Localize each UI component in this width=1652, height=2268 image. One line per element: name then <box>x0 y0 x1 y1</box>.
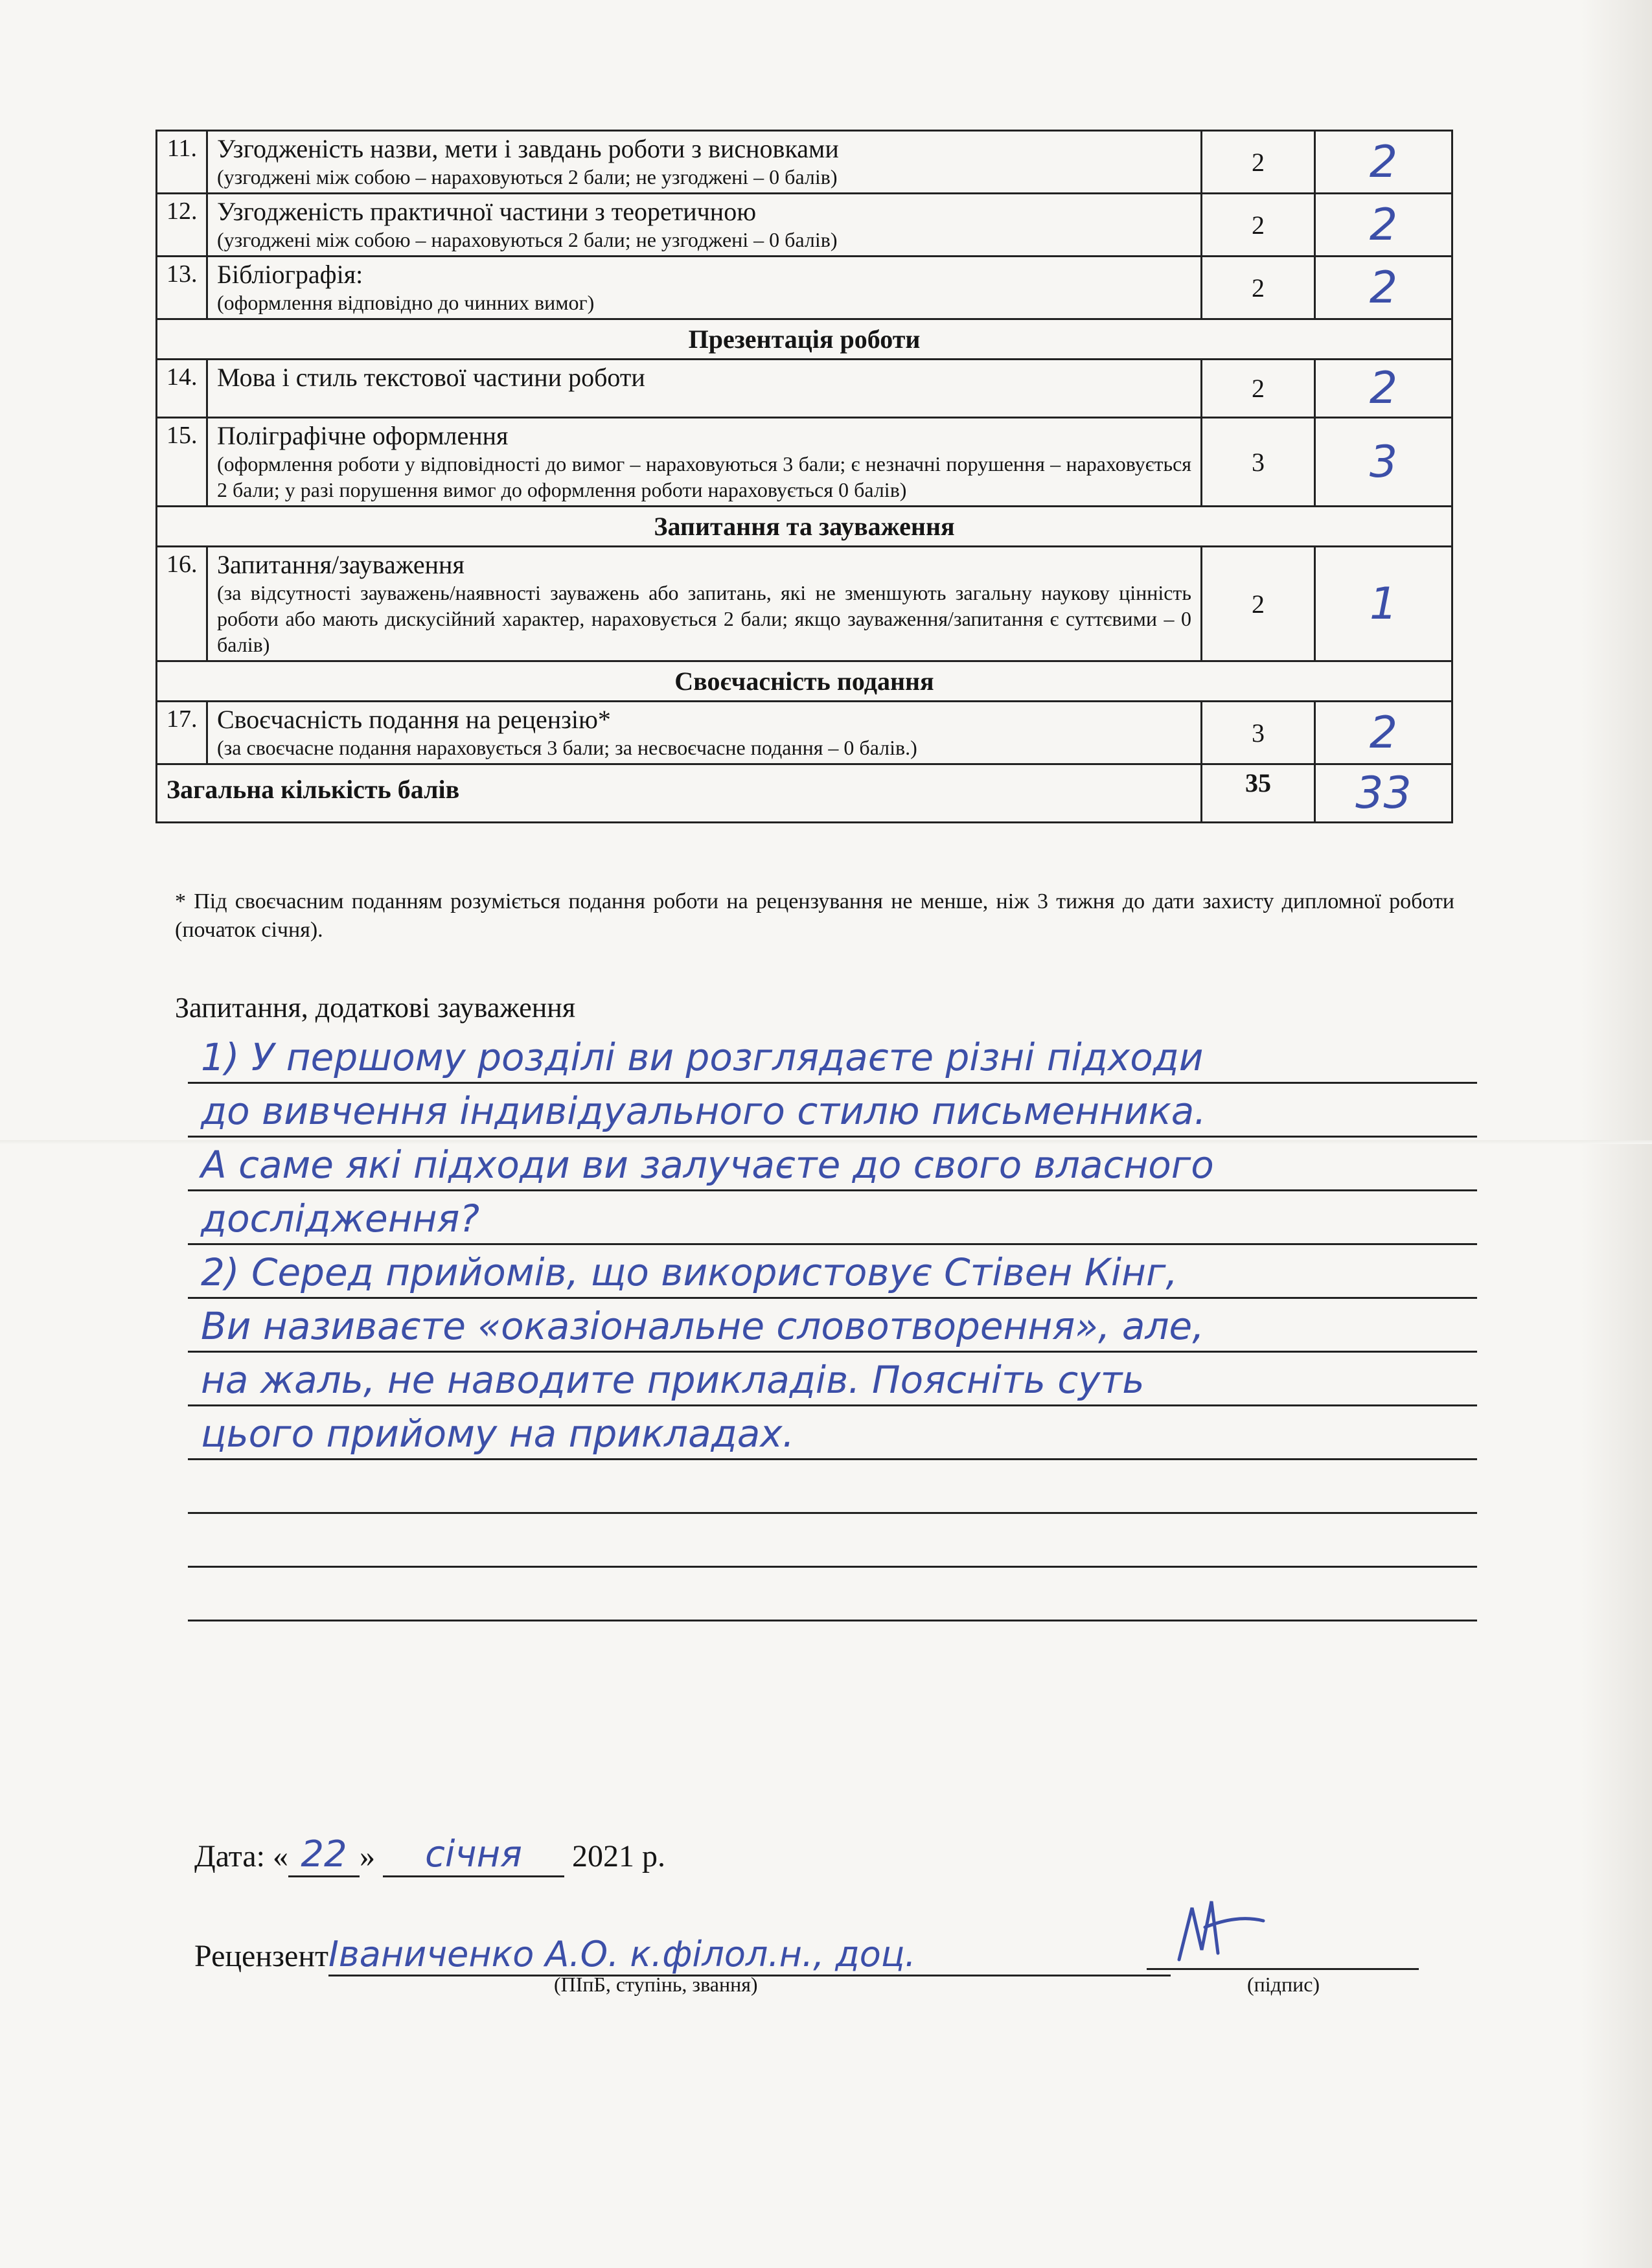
comment-line <box>188 1460 1477 1514</box>
criterion-title: Мова і стиль текстової частини роботи <box>217 363 645 392</box>
max-score: 2 <box>1202 547 1315 661</box>
criterion-hint: (за відсутності зауважень/наявності зауважень або запитань, які не зменшують загальну наукову цінність роботи або мають дискусійний характер, нараховується 2 бали; якщо зауваження/запитання є суттєвими – 0 балів) <box>217 581 1191 656</box>
signature-image <box>1166 1888 1270 1973</box>
table-row <box>157 418 1452 507</box>
table-row <box>157 360 1452 418</box>
comment-text: цього прийому на прикладах. <box>201 1412 795 1456</box>
date-year: 2021 р. <box>572 1839 666 1873</box>
criterion-hint: (оформлення відповідно до чинних вимог) <box>217 291 595 314</box>
reviewer-field <box>194 1934 1171 1976</box>
handwritten-comments <box>188 1030 1477 1621</box>
comment-line <box>188 1299 1477 1353</box>
given-score: 1 <box>1315 547 1452 661</box>
total-row <box>157 764 1452 823</box>
section-title-questions: Запитання та зауваження <box>157 507 1452 547</box>
given-score: 2 <box>1315 702 1452 764</box>
table-row <box>157 194 1452 257</box>
comment-line <box>188 1353 1477 1406</box>
max-score: 3 <box>1202 702 1315 764</box>
given-score: 3 <box>1315 418 1452 507</box>
reviewer-label: Рецензент <box>194 1939 328 1973</box>
comment-text: дослідження? <box>201 1197 480 1241</box>
criterion-hint: (узгоджені між собою – нараховуються 2 бали; не узгоджені – 0 балів) <box>217 228 838 251</box>
row-number: 13. <box>157 257 207 319</box>
max-score: 3 <box>1202 418 1315 507</box>
given-score: 2 <box>1315 360 1452 418</box>
max-score: 2 <box>1202 194 1315 257</box>
comment-text: Ви називаєте «оказіональне словотворення», але, <box>201 1304 1204 1348</box>
table-row <box>157 131 1452 194</box>
comment-text: 2) Серед прийомів, що використовує Стівен Кінг, <box>201 1250 1178 1294</box>
comment-line <box>188 1084 1477 1138</box>
table-row <box>157 257 1452 319</box>
criterion-hint: (оформлення роботи у відповідності до вимог – нараховуються 3 бали; є незначні порушення – нараховується 2 бали; у разі порушення вимог до оформлення роботи нараховується 0 балів) <box>217 452 1191 501</box>
total-label: Загальна кількість балів <box>157 764 1202 823</box>
given-score: 2 <box>1315 257 1452 319</box>
criterion-cell <box>207 257 1202 319</box>
criterion-cell <box>207 547 1202 661</box>
questions-heading: Запитання, додаткові зауваження <box>175 992 576 1024</box>
comment-line <box>188 1514 1477 1568</box>
date-day: 22 <box>288 1833 360 1877</box>
criterion-title: Поліграфічне оформлення <box>217 421 509 450</box>
comment-text: А саме які підходи ви залучаєте до свого власного <box>201 1143 1214 1187</box>
section-title-timeliness: Своєчасність подання <box>157 661 1452 702</box>
comment-line <box>188 1245 1477 1299</box>
section-header-row <box>157 319 1452 360</box>
reviewer-caption: (ПІпБ, ступінь, звання) <box>554 1973 758 1996</box>
signature-caption: (підпис) <box>1247 1973 1320 1996</box>
comment-line <box>188 1568 1477 1621</box>
max-score: 2 <box>1202 360 1315 418</box>
criterion-title: Бібліографія: <box>217 260 363 289</box>
criterion-cell <box>207 131 1202 194</box>
section-header-row <box>157 507 1452 547</box>
criterion-title: Узгодженість практичної частини з теоретичною <box>217 197 757 226</box>
criterion-hint: (узгоджені між собою – нараховуються 2 бали; не узгоджені – 0 балів) <box>217 165 838 189</box>
section-title-presentation: Презентація роботи <box>157 319 1452 360</box>
total-given-score: 33 <box>1315 764 1452 823</box>
row-number: 15. <box>157 418 207 507</box>
table-row <box>157 547 1452 661</box>
max-score: 2 <box>1202 257 1315 319</box>
date-label: Дата: « <box>194 1839 289 1873</box>
footnote: * Під своєчасним поданням розуміється подання роботи на рецензування не менше, ніж 3 тижня до дати захисту дипломної роботи (початок січня). <box>175 889 1454 942</box>
criterion-cell <box>207 702 1202 764</box>
row-number: 17. <box>157 702 207 764</box>
page-edge-shadow <box>1581 0 1652 2268</box>
criterion-cell <box>207 194 1202 257</box>
criterion-title: Узгодженість назви, мети і завдань роботи з висновками <box>217 134 839 163</box>
date-field <box>194 1833 665 1877</box>
criterion-title: Своєчасність подання на рецензію* <box>217 705 611 734</box>
given-score: 2 <box>1315 131 1452 194</box>
row-number: 16. <box>157 547 207 661</box>
comment-text: 1) У першому розділі ви розглядаєте різні підходи <box>201 1035 1204 1079</box>
row-number: 12. <box>157 194 207 257</box>
table-row <box>157 702 1452 764</box>
date-month: січня <box>383 1833 564 1877</box>
criterion-title: Запитання/зауваження <box>217 550 465 579</box>
total-max-score: 35 <box>1202 764 1315 823</box>
comment-text: до вивчення індивідуального стилю письменника. <box>201 1089 1206 1133</box>
comment-line <box>188 1406 1477 1460</box>
criterion-hint: (за своєчасне подання нараховується 3 бали; за несвоєчасне подання – 0 балів.) <box>217 736 917 759</box>
criterion-cell <box>207 360 1202 418</box>
row-number: 11. <box>157 131 207 194</box>
evaluation-table <box>155 130 1453 823</box>
comment-line <box>188 1191 1477 1245</box>
section-header-row <box>157 661 1452 702</box>
comment-line <box>188 1138 1477 1191</box>
row-number: 14. <box>157 360 207 418</box>
comment-text: на жаль, не наводите прикладів. Поясніть суть <box>201 1358 1145 1402</box>
comment-line <box>188 1030 1477 1084</box>
max-score: 2 <box>1202 131 1315 194</box>
reviewer-name: Іваниченко А.О. к.філол.н., доц. <box>328 1934 1171 1976</box>
date-separator: » <box>360 1839 384 1873</box>
signature-line <box>1147 1968 1419 1970</box>
criterion-cell <box>207 418 1202 507</box>
given-score: 2 <box>1315 194 1452 257</box>
